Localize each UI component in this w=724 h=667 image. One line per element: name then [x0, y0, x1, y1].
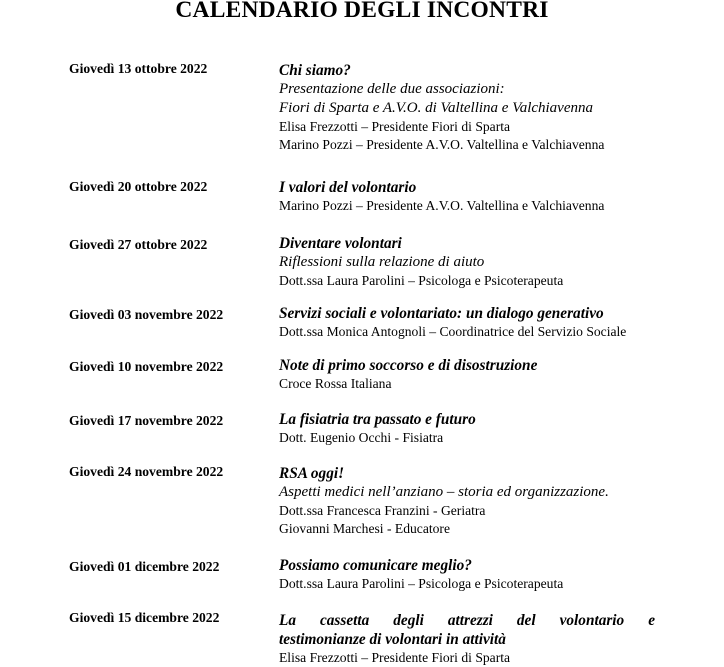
event-speaker: Dott.ssa Laura Parolini – Psicologa e Psicoterapeuta — [279, 576, 564, 591]
event-date: Giovedì 17 novembre 2022 — [69, 413, 224, 428]
event-details — [279, 556, 655, 593]
event-title: Servizi sociali e volontariato: un dialogo generativo — [279, 305, 604, 322]
event-details — [279, 464, 655, 537]
event-date: Giovedì 13 ottobre 2022 — [69, 61, 208, 76]
event-date: Giovedì 27 ottobre 2022 — [69, 237, 208, 252]
event-title: Note di primo soccorso e di disostruzione — [279, 357, 538, 374]
event-speaker: Marino Pozzi – Presidente A.V.O. Valtellina e Valchiavenna — [279, 136, 605, 152]
event-speaker: Dott.ssa Francesca Franzini - Geriatra — [279, 503, 486, 518]
event-date: Giovedì 20 ottobre 2022 — [69, 179, 208, 194]
page-title: CALENDARIO DEGLI INCONTRI — [175, 0, 549, 23]
event-speaker: Dott.ssa Laura Parolini – Psicologa e Psicoterapeuta — [279, 273, 564, 288]
event-details — [279, 234, 655, 290]
event-speaker: Croce Rossa Italiana — [279, 376, 392, 391]
event-title: Chi siamo? — [279, 62, 351, 79]
event-speaker: Dott. Eugenio Occhi - Fisiatra — [279, 430, 444, 445]
event-title: La cassetta degli attrezzi del volontario e — [279, 612, 655, 629]
event-details — [279, 304, 655, 341]
event-speaker: Marino Pozzi – Presidente A.V.O. Valtellina e Valchiavenna — [279, 198, 605, 213]
event-title: La fisiatria tra passato e futuro — [279, 411, 476, 428]
event-speaker: Dott.ssa Monica Antognoli – Coordinatrice del Servizio Sociale — [279, 324, 627, 339]
event-title: Diventare volontari — [279, 235, 402, 252]
event-details — [279, 61, 655, 153]
event-date: Giovedì 24 novembre 2022 — [69, 464, 224, 479]
event-details — [279, 178, 655, 215]
event-speaker: Elisa Frezzotti – Presidente Fiori di Sparta — [279, 650, 511, 665]
event-title: Possiamo comunicare meglio? — [279, 557, 472, 574]
event-details — [279, 356, 655, 393]
event-title: testimonianze di volontari in attività — [279, 631, 506, 648]
event-subtitle: Aspetti medici nell’anziano – storia ed organizzazione. — [279, 484, 609, 500]
event-subtitle: Fiori di Sparta e A.V.O. di Valtellina e Valchiavenna — [279, 100, 593, 116]
event-date: Giovedì 03 novembre 2022 — [69, 307, 224, 322]
event-date: Giovedì 15 dicembre 2022 — [69, 610, 220, 625]
event-details — [279, 611, 655, 667]
event-speaker: Elisa Frezzotti – Presidente Fiori di Sparta — [279, 119, 511, 134]
event-date: Giovedì 01 dicembre 2022 — [69, 559, 220, 574]
event-title: I valori del volontario — [279, 179, 417, 196]
event-date: Giovedì 10 novembre 2022 — [69, 359, 224, 374]
event-speaker: Giovanni Marchesi - Educatore — [279, 520, 450, 536]
event-details — [279, 410, 655, 447]
event-subtitle: Presentazione delle due associazioni: — [279, 81, 505, 97]
event-title: RSA oggi! — [279, 465, 345, 482]
event-subtitle: Riflessioni sulla relazione di aiuto — [279, 254, 485, 270]
